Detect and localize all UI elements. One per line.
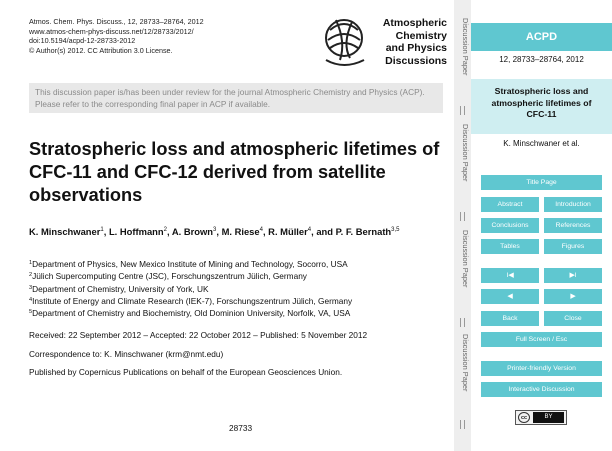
tables-button[interactable]: Tables <box>481 239 539 254</box>
affiliation <box>29 295 449 307</box>
strip-separator <box>460 420 465 429</box>
affiliation-text: Jülich Supercomputing Centre (JSC), Forschungszentrum Jülich, Germany <box>32 271 307 282</box>
publication-dates: Received: 22 September 2012 – Accepted: 22 October 2012 – Published: 5 November 2012 <box>29 330 368 340</box>
strip-separator <box>460 212 465 221</box>
affiliation-number: 4 <box>29 296 33 303</box>
strip-separator <box>460 318 465 327</box>
strip-label: Discussion Paper <box>461 124 470 182</box>
printer-friendly-button[interactable]: Printer-friendly Version <box>481 361 602 376</box>
affiliation-text: Department of Chemistry and Biochemistry, Old Dominion University, Norfolk, VA, USA <box>32 308 351 319</box>
strip-label: Discussion Paper <box>461 334 470 392</box>
affiliation-list <box>29 258 449 319</box>
introduction-button[interactable]: Introduction <box>544 197 602 212</box>
page-number: 28733 <box>229 423 253 433</box>
correspondence: Correspondence to: K. Minschwaner (krm@nmt.edu) <box>29 349 224 359</box>
strip-separator <box>460 106 465 115</box>
author-name: A. Brown <box>171 226 213 237</box>
author-separator: , <box>262 226 269 237</box>
navigation-panel <box>471 0 612 451</box>
author-affiliation-mark: 4 <box>259 227 263 233</box>
strip-label: Discussion Paper <box>461 18 470 76</box>
review-notice <box>29 83 443 113</box>
last-page-button[interactable]: ▶I <box>544 268 602 283</box>
first-page-button[interactable]: I◀ <box>481 268 539 283</box>
conclusions-button[interactable]: Conclusions <box>481 218 539 233</box>
paper-title: Stratospheric loss and atmospheric lifetimes of CFC-11 and CFC-12 derived from satellite observations <box>29 139 440 205</box>
short-title: Stratospheric loss and atmospheric lifetimes of CFC-11 <box>491 86 592 119</box>
affiliation-text: Institute of Energy and Climate Research (IEK-7), Forschungszentrum Jülich, Germany <box>32 295 353 306</box>
journal-url: www.atmos-chem-phys-discuss.net/12/28733/2012/ <box>29 26 194 36</box>
affiliation-text: Department of Physics, New Mexico Institute of Mining and Technology, Socorro, USA <box>32 259 348 269</box>
journal-line: Atmos. Chem. Phys. Discuss., 12, 28733–28764, 2012 <box>29 17 204 26</box>
interactive-discussion-button[interactable]: Interactive Discussion <box>481 382 602 397</box>
author-affiliation-mark: 1 <box>100 227 104 233</box>
author-separator: , and <box>311 226 336 237</box>
copyright: © Author(s) 2012. CC Attribution 3.0 License. <box>29 45 173 55</box>
title-page-button[interactable]: Title Page <box>481 175 602 190</box>
author-list <box>29 224 449 239</box>
author-name: M. Riese <box>221 226 260 237</box>
affiliation <box>29 307 449 319</box>
affiliation-number: 2 <box>29 272 33 279</box>
logo-wordmark: Atmospheric Chemistry and Physics Discussions <box>382 17 447 67</box>
author-name: K. Minschwaner <box>29 226 101 237</box>
author-affiliation-mark: 4 <box>307 227 312 233</box>
affiliation <box>29 283 449 295</box>
journal-logo <box>322 14 447 72</box>
strip-label: Discussion Paper <box>461 230 470 288</box>
egu-logo-icon <box>322 14 368 70</box>
previous-button[interactable]: ◀ <box>481 289 539 304</box>
cc-by-icon: BY <box>533 412 564 423</box>
figures-button[interactable]: Figures <box>544 239 602 254</box>
doi: doi:10.5194/acpd-12-28733-2012 <box>29 36 136 46</box>
author-affiliation-mark: 3 <box>213 227 217 233</box>
full-screen-button[interactable]: Full Screen / Esc <box>481 332 602 347</box>
citation-block <box>29 17 204 55</box>
author-affiliation-mark: 2 <box>163 227 167 233</box>
author-name: P. F. Bernath <box>335 226 392 237</box>
author-affiliation-mark: 3,5 <box>391 227 400 233</box>
affiliation <box>29 270 449 282</box>
references-button[interactable]: References <box>544 218 602 233</box>
affiliation-number: 3 <box>29 284 33 291</box>
affiliation-text: Department of Chemistry, University of York, UK <box>32 283 209 294</box>
author-name: R. Müller <box>268 226 308 237</box>
back-button[interactable]: Back <box>481 311 539 326</box>
volume-info: 12, 28733–28764, 2012 <box>499 55 584 64</box>
affiliation-number: 1 <box>29 260 33 266</box>
next-button[interactable]: ▶ <box>544 289 602 304</box>
affiliation <box>29 258 449 270</box>
author-separator: , <box>216 226 222 237</box>
journal-badge: ACPD <box>471 23 612 51</box>
discussion-paper-strip <box>454 0 471 451</box>
cc-icon: cc <box>518 412 530 423</box>
cc-license-badge[interactable] <box>515 410 567 425</box>
publisher-note: Published by Copernicus Publications on behalf of the European Geosciences Union. <box>29 367 343 377</box>
affiliation-number: 5 <box>29 309 33 316</box>
author-separator: , <box>103 226 109 237</box>
review-notice-text: This discussion paper is/has been under review for the journal Atmospheric Chemistry and Physics (ACP). Please refer to the corresponding final paper in ACP if available. <box>35 87 425 109</box>
author-separator: , <box>166 226 172 237</box>
short-author: K. Minschwaner et al. <box>503 139 580 148</box>
abstract-button[interactable]: Abstract <box>481 197 539 212</box>
short-title-box <box>471 79 612 134</box>
author-name: L. Hoffmann <box>108 226 164 237</box>
close-button[interactable]: Close <box>544 311 602 326</box>
